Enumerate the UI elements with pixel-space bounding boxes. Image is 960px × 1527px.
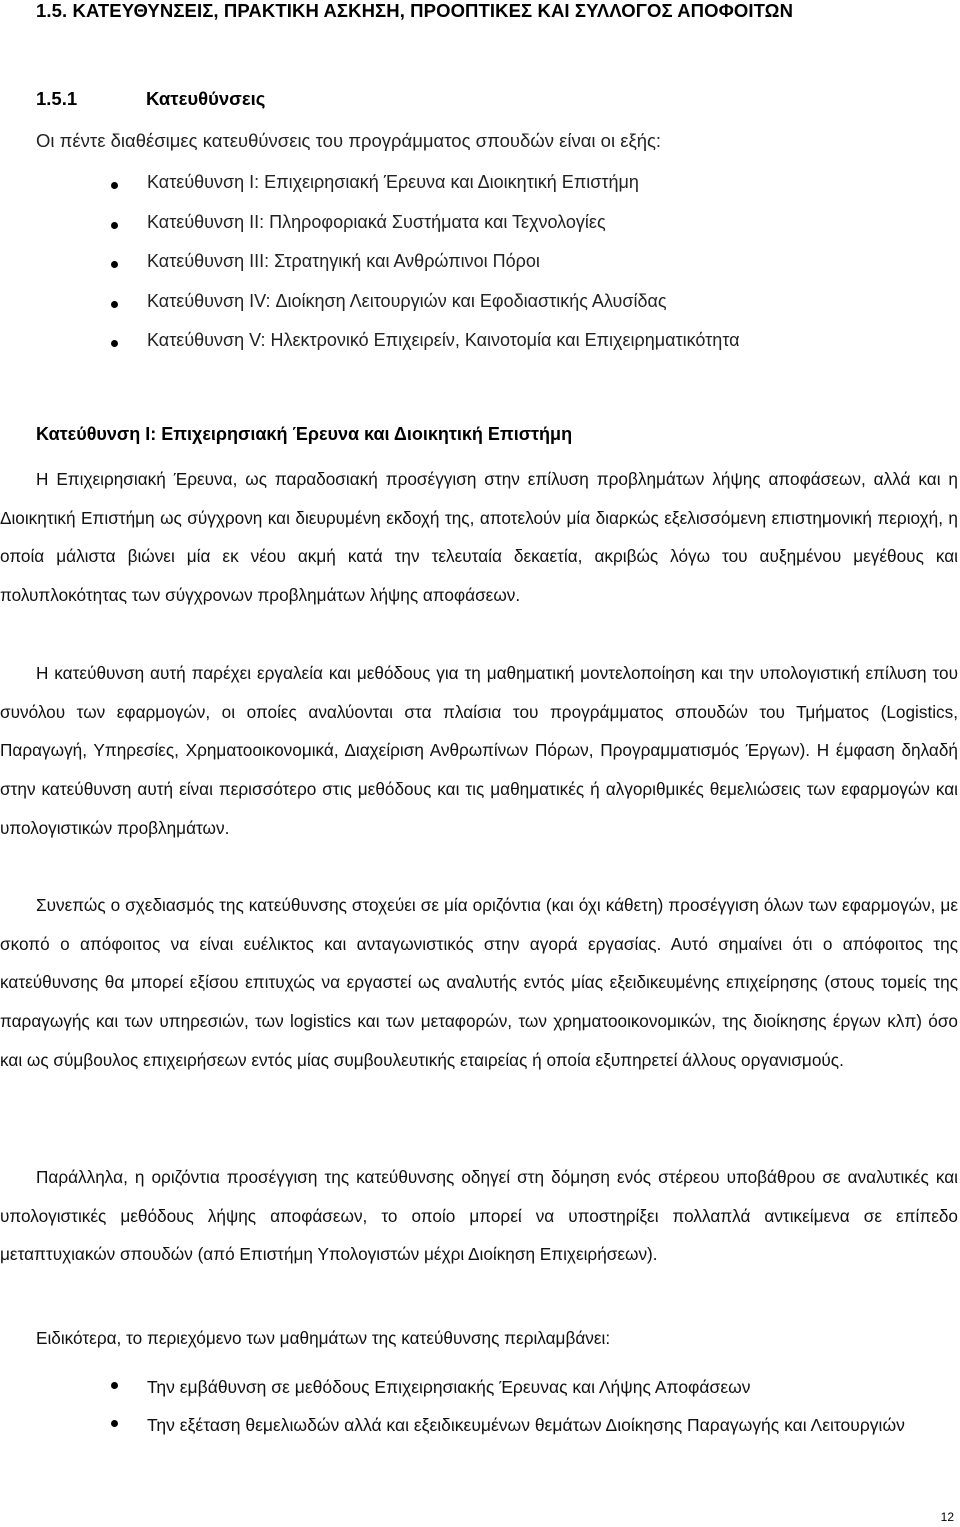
content-item-label: Την εμβάθυνση σε μεθόδους Επιχειρησιακής Έρευνας και Λήψης Αποφάσεων (147, 1377, 751, 1397)
bullet-icon (111, 261, 118, 268)
direction-label: Κατεύθυνση Ι: Επιχειρησιακή Έρευνα και Διοικητική Επιστήμη (147, 172, 639, 192)
direction-label: Κατεύθυνση IV: Διοίκηση Λειτουργιών και Εφοδιαστικής Αλυσίδας (147, 290, 667, 311)
paragraph: Συνεπώς ο σχεδιασμός της κατεύθυνσης στοχεύει σε μία οριζόντια (και όχι κάθετη) προσέγγιση όλων των εφαρμογών, με σκοπό ο απόφοιτος να είναι ευέλικτος και ανταγωνιστικός στην αγορά εργασίας. Αυτό σημαίνει ότι ο απόφοιτος της κατεύθυνσης θα μπορεί εξίσου επιτυχώς να εργαστεί ως αναλυτής εντός μίας εξειδικευμένης επιχείρησης (στους τομείς της παραγωγής και των υπηρεσιών, των logistics και των μεταφορών, των χρηματοοικονομικών, της διοίκησης έργων κλπ) όσο και ως σύμβουλος επιχειρήσεων εντός μίας συμβουλευτικής εταιρείας ή οποία εξυπηρετεί άλλους οργανισμούς. (0, 895, 958, 1070)
paragraph: Η κατεύθυνση αυτή παρέχει εργαλεία και μεθόδους για τη μαθηματική μοντελοποίηση και την υπολογιστική επίλυση του συνόλου των εφαρμογών, οι οποίες αναλύονται στα πλαίσια του προγράμματος σπουδών του Τμήματος (Logistics, Παραγωγή, Υπηρεσίες, Χρηματοοικονομικά, Διαχείριση Ανθρωπίνων Πόρων, Προγραμματισμός Έργων). Η έμφαση δηλαδή στην κατεύθυνση αυτή είναι περισσότερο στις μεθόδους και τις μαθηματικές ή αλγοριθμικές θεμελιώσεις των εφαρμογών και υπολογιστικών προβλημάτων. (0, 663, 958, 838)
bullet-icon (111, 340, 118, 347)
content-intro: Ειδικότερα, το περιεχόμενο των μαθημάτων της κατεύθυνσης περιλαμβάνει: (36, 1328, 611, 1348)
intro-text: Οι πέντε διαθέσιμες κατευθύνσεις του προγράμματος σπουδών είναι οι εξής: (36, 130, 662, 151)
bullet-icon (111, 222, 118, 229)
bullet-icon (111, 182, 118, 189)
bullet-icon (111, 301, 118, 308)
list-item (0, 212, 960, 252)
subsection-heading (36, 88, 265, 110)
paragraph: Παράλληλα, η οριζόντια προσέγγιση της κατεύθυνσης οδηγεί στη δόμηση ενός στέρεου υποβάθρου σε αναλυτικές και υπολογιστικές μεθόδους λήψης αποφάσεων, το οποίο μπορεί να υποστηρίξει πολλαπλά αντικείμενα σε επίπεδο μεταπτυχιακών σπουδών (από Επιστήμη Υπολογιστών μέχρι Διοίκηση Επιχειρήσεων). (0, 1167, 958, 1265)
bullet-icon (111, 1420, 118, 1427)
list-item (0, 172, 960, 212)
content-list (0, 1368, 960, 1444)
subsection-title: Κατευθύνσεις (146, 88, 266, 109)
direction-label: Κατεύθυνση ΙΙ: Πληροφοριακά Συστήματα και Τεχνολογίες (147, 211, 606, 232)
list-item (0, 1368, 960, 1406)
directions-list (0, 172, 960, 370)
list-item (0, 1406, 960, 1444)
list-item (0, 251, 960, 291)
list-item (0, 291, 960, 331)
paragraph: Η Επιχειρησιακή Έρευνα, ως παραδοσιακή προσέγγιση στην επίλυση προβλημάτων λήψης αποφάσεων, αλλά και η Διοικητική Επιστήμη ως σύγχρονη και διευρυμένη εκδοχή της, αποτελούν μία διαρκώς εξελισσόμενη επιστημονική περιοχή, η οποία μάλιστα βιώνει μία εκ νέου ακμή κατά την τελευταία δεκαετία, ακριβώς λόγω του αυξημένου μεγέθους και πολυπλοκότητας των σύγχρονων προβλημάτων λήψης αποφάσεων. (0, 469, 958, 606)
list-item (0, 330, 960, 370)
content-item-label: Την εξέταση θεμελιωδών αλλά και εξειδικευμένων θεμάτων Διοίκησης Παραγωγής και Λειτουργιών (147, 1415, 905, 1435)
page-number: 12 (940, 1510, 954, 1524)
direction-label: Κατεύθυνση ΙΙΙ: Στρατηγική και Ανθρώπινοι Πόροι (147, 251, 540, 271)
section-title: 1.5. ΚΑΤΕΥΘΥΝΣΕΙΣ, ΠΡΑΚΤΙΚΗ ΑΣΚΗΣΗ, ΠΡΟΟΠΤΙΚΕΣ ΚΑΙ ΣΥΛΛΟΓΟΣ ΑΠΟΦΟΙΤΩΝ (36, 0, 794, 21)
direction-i-heading: Κατεύθυνση Ι: Επιχειρησιακή Έρευνα και Διοικητική Επιστήμη (36, 424, 573, 444)
direction-label: Κατεύθυνση V: Ηλεκτρονικό Επιχειρείν, Καινοτομία και Επιχειρηματικότητα (147, 330, 740, 350)
subsection-number: 1.5.1 (36, 88, 78, 109)
bullet-icon (111, 1382, 118, 1389)
